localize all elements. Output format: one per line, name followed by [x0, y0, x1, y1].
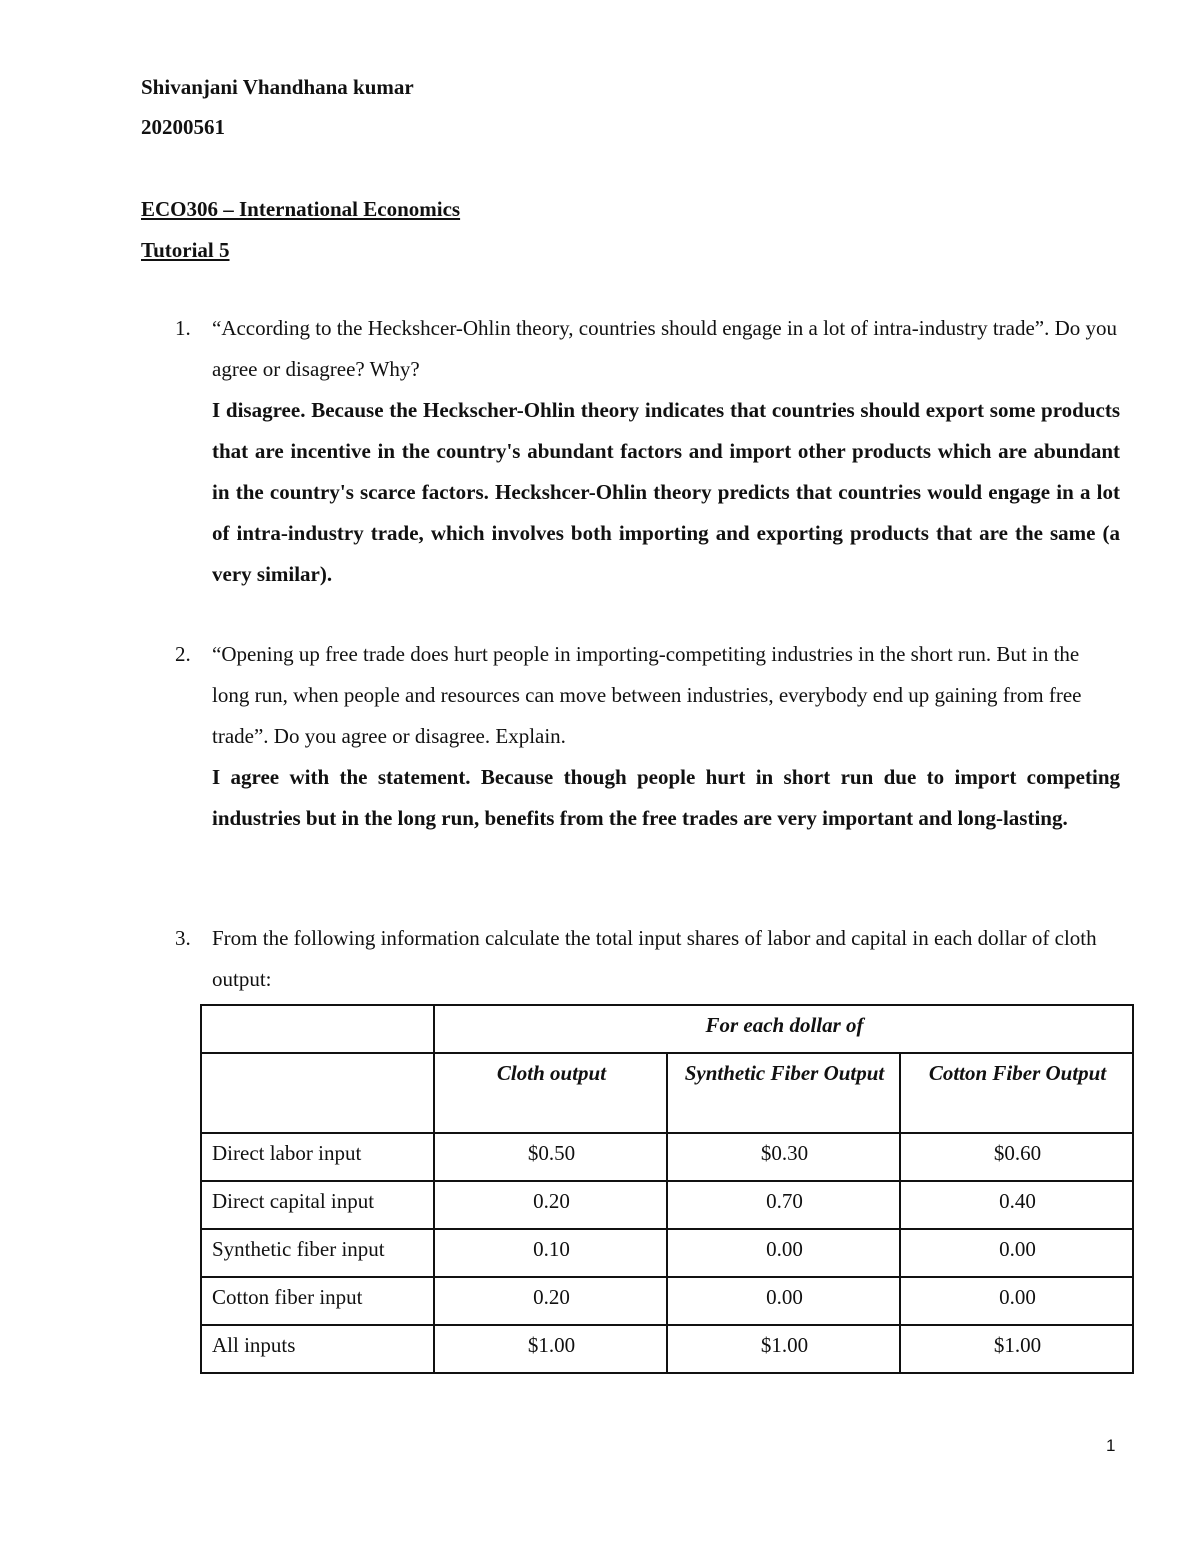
- table-row: [201, 1181, 1133, 1229]
- table-row: [201, 1229, 1133, 1277]
- table-corner-cell: [201, 1053, 434, 1133]
- row-label: Direct labor input: [201, 1133, 434, 1181]
- table-cell: 0.20: [434, 1277, 667, 1325]
- row-label: Synthetic fiber input: [201, 1229, 434, 1277]
- table-group-header-row: [201, 1005, 1133, 1053]
- table-column-header-row: [201, 1053, 1133, 1133]
- table-cell: 0.70: [667, 1181, 900, 1229]
- answer-text: I agree with the statement. Because though people hurt in short run due to import competing industries but in the long run, benefits from the free trades are very important and long-lasting.: [212, 765, 1120, 830]
- question-text: “According to the Heckshcer-Ohlin theory, countries should engage in a lot of intra-industry trade”. Do you agree or disagree? Why?: [212, 316, 1118, 381]
- table-row: [201, 1277, 1133, 1325]
- table-cell: 0.00: [667, 1277, 900, 1325]
- group-header: For each dollar of: [434, 1005, 1133, 1053]
- table-cell: 0.40: [900, 1181, 1133, 1229]
- column-header: Cotton Fiber Output: [900, 1053, 1133, 1133]
- table-cell: 0.00: [667, 1229, 900, 1277]
- row-label: All inputs: [201, 1325, 434, 1373]
- table-row: [201, 1325, 1133, 1373]
- tutorial-title: Tutorial 5: [141, 238, 230, 262]
- column-header: Synthetic Fiber Output: [667, 1053, 900, 1133]
- page-number: 1: [1106, 1436, 1116, 1455]
- author-name: Shivanjani Vhandhana kumar: [141, 75, 414, 99]
- input-shares-table: [200, 1004, 1134, 1374]
- table-cell: $1.00: [667, 1325, 900, 1373]
- table-cell: 0.20: [434, 1181, 667, 1229]
- table-corner-cell: [201, 1005, 434, 1053]
- question-number: 2.: [175, 642, 191, 666]
- student-id: 20200561: [141, 115, 225, 139]
- table-cell: 0.00: [900, 1229, 1133, 1277]
- row-label: Cotton fiber input: [201, 1277, 434, 1325]
- column-header: Cloth output: [434, 1053, 667, 1133]
- question-number: 3.: [175, 926, 191, 950]
- course-title: ECO306 – International Economics: [141, 197, 461, 221]
- table-cell: 0.10: [434, 1229, 667, 1277]
- table-cell: 0.00: [900, 1277, 1133, 1325]
- row-label: Direct capital input: [201, 1181, 434, 1229]
- table-cell: $1.00: [900, 1325, 1133, 1373]
- table-row: [201, 1133, 1133, 1181]
- table-cell: $0.30: [667, 1133, 900, 1181]
- question-number: 1.: [175, 316, 191, 340]
- table-cell: $0.50: [434, 1133, 667, 1181]
- table-cell: $0.60: [900, 1133, 1133, 1181]
- answer-text: I disagree. Because the Heckscher-Ohlin theory indicates that countries should export some products that are incentive in the country's abundant factors and import other products which are abundant in the country's scarce factors. Heckshcer-Ohlin theory predicts that countries would engage in a lot of intra-industry trade, which involves both importing and exporting products that are the same (a very similar).: [212, 398, 1120, 586]
- question-text: “Opening up free trade does hurt people in importing-competiting industries in the short run. But in the long run, when people and resources can move between industries, everybody end up gaining from free trade”. Do you agree or disagree. Explain.: [212, 642, 1082, 748]
- question-text: From the following information calculate the total input shares of labor and capital in each dollar of cloth output:: [212, 926, 1097, 991]
- table-cell: $1.00: [434, 1325, 667, 1373]
